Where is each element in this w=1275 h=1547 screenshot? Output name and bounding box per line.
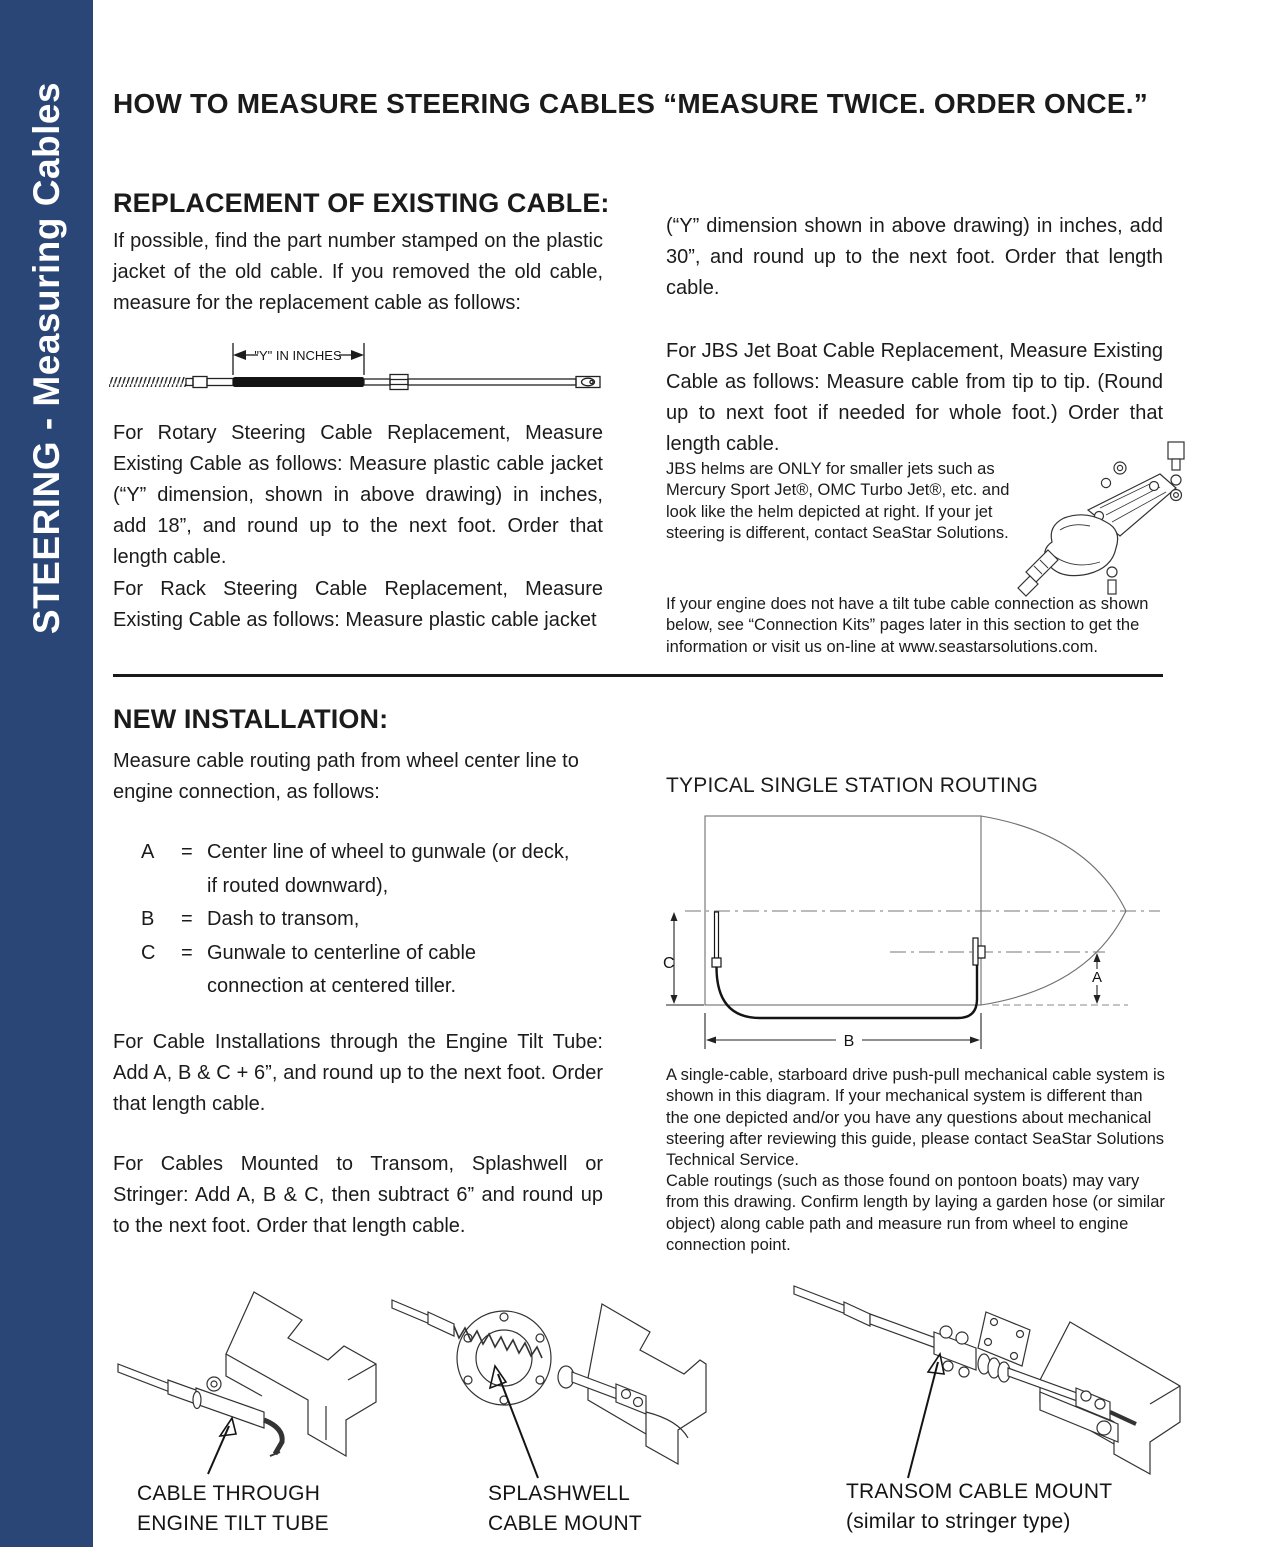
cable-elbow <box>264 1420 282 1454</box>
paragraph-rack-continued: (“Y” dimension shown in above drawing) in inches, add 30”, and round up to the next foot. Order that length cable. <box>666 215 1163 299</box>
jbs-helm-illustration <box>1002 430 1200 608</box>
figure-label-line: SPLASHWELL <box>488 1482 631 1505</box>
figure-label-transom <box>846 1477 1112 1536</box>
engine-symbol <box>973 938 985 965</box>
dim-label-b: B <box>843 1033 855 1050</box>
single-station-routing-diagram <box>660 800 1175 1062</box>
paragraph-jbs: For JBS Jet Boat Cable Replacement, Measure Existing Cable as follows: Measure cable from tip to tip. (Round up to next foot if needed for whole foot.) Order that length cable. <box>666 340 1163 455</box>
paragraph-transom-rule: For Cables Mounted to Transom, Splashwell or Stringer: Add A, B & C, then subtract 6” and round up to the next foot. Order that length cable. <box>113 1153 603 1237</box>
paragraph-ni-intro: Measure cable routing path from wheel center line to engine connection, as follows: <box>113 750 579 803</box>
y-dimension-label: "Y" IN INCHES <box>254 348 342 363</box>
heading-replacement: REPLACEMENT OF EXISTING CABLE: <box>113 188 610 218</box>
cable-rod <box>794 1286 846 1314</box>
transom-shape <box>226 1292 376 1456</box>
figure-label-line: ENGINE TILT TUBE <box>137 1511 329 1535</box>
figure-label-line: CABLE MOUNT <box>488 1511 642 1535</box>
equals-sign: = <box>181 841 193 863</box>
cable-drawing <box>109 375 600 390</box>
caption-system: A single-cable, starboard drive push-pull mechanical cable system is shown in this diagram. If your mechanical system is different than the one depicted and/or you have any questions about mechanical steering after reviewing this guide, please contact SeaStar Solutions Technical Service. <box>666 1066 1165 1170</box>
section-tab <box>0 0 93 1547</box>
figure-label-line: (similar to stringer type) <box>846 1509 1071 1533</box>
definition-row-b <box>141 903 576 937</box>
cable-length-diagram <box>106 336 628 410</box>
paragraph-rack: For Rack Steering Cable Replacement, Measure Existing Cable as follows: Measure plastic cable jacket <box>113 578 603 631</box>
caption-routing-variance: Cable routings (such as those found on pontoon boats) may vary from this drawing. Confirm length by laying a garden hose (or similar object) along cable path and measure run from wheel to engine connection point. <box>666 1172 1165 1254</box>
section-tab-label: STEERING - Measuring Cables <box>26 81 67 635</box>
cable-jacket <box>233 377 364 387</box>
cable-rod <box>118 1364 170 1392</box>
figure-label-line: TRANSOM CABLE MOUNT <box>846 1480 1113 1503</box>
definition-text: Dash to transom, <box>207 908 360 930</box>
definition-text: Gunwale to centerline of cable connection at centered tiller. <box>207 941 477 997</box>
section-divider <box>113 674 1163 677</box>
dim-label-a: A <box>1091 969 1103 986</box>
paragraph-replacement-intro: If possible, find the part number stamped on the plastic jacket of the old cable. If you removed the old cable, measure for the replacement cable as follows: <box>113 230 603 314</box>
heading-new-installation: NEW INSTALLATION: <box>113 704 389 734</box>
heading-routing-diagram: TYPICAL SINGLE STATION ROUTING <box>666 774 1038 797</box>
definition-row-c <box>141 937 576 1004</box>
pointer-arrow <box>208 1426 229 1474</box>
figure-splashwell <box>388 1272 708 1480</box>
equals-sign: = <box>181 941 193 964</box>
definition-row-a <box>141 836 576 903</box>
cable-rod <box>392 1300 430 1324</box>
figure-label-splashwell <box>488 1479 642 1538</box>
cable-clamp <box>934 1332 976 1370</box>
figure-label-line: CABLE THROUGH <box>137 1482 321 1505</box>
note-jbs-helms: JBS helms are ONLY for smaller jets such as Mercury Sport Jet®, OMC Turbo Jet®, etc. and look like the helm depicted at right. If your jet steering is different, contact SeaStar Solutions. <box>666 460 1010 542</box>
paragraph-tilt-tube-rule: For Cable Installations through the Engine Tilt Tube: Add A, B & C + 6”, and round up to the next foot. Order that length cable. <box>113 1031 603 1115</box>
pointer-arrow <box>908 1362 938 1478</box>
dimension-definitions <box>141 836 576 1004</box>
figure-tilt-tube <box>112 1280 392 1476</box>
bolt-head <box>1168 442 1184 459</box>
helm-symbol <box>712 912 721 967</box>
definition-letter: A <box>141 841 155 863</box>
figure-label-tilt-tube <box>137 1479 329 1538</box>
figure-transom-mount <box>788 1272 1188 1480</box>
equals-sign: = <box>181 908 193 930</box>
definition-letter: B <box>141 908 155 930</box>
cable-routing-path <box>717 965 978 1018</box>
dim-label-c: C <box>663 955 675 972</box>
definition-text: Center line of wheel to gunwale (or deck, if routed downward), <box>207 841 570 897</box>
cable-core-helix <box>109 377 186 387</box>
helm-body <box>1045 515 1118 576</box>
page-title: HOW TO MEASURE STEERING CABLES “MEASURE TWICE. ORDER ONCE.” <box>113 88 1148 119</box>
definition-letter: C <box>141 941 156 964</box>
paragraph-rotary: For Rotary Steering Cable Replacement, Measure Existing Cable as follows: Measure plastic cable jacket (“Y” dimension, shown in above drawing) in inches, add 18”, and round up to the next foot. Order that length cable. <box>113 422 603 568</box>
note-tilt-tube: If your engine does not have a tilt tube cable connection as shown below, see “Connection Kits” pages later in this section to get the information or visit us on-line at www.seastarsolutions.com. <box>666 595 1149 656</box>
